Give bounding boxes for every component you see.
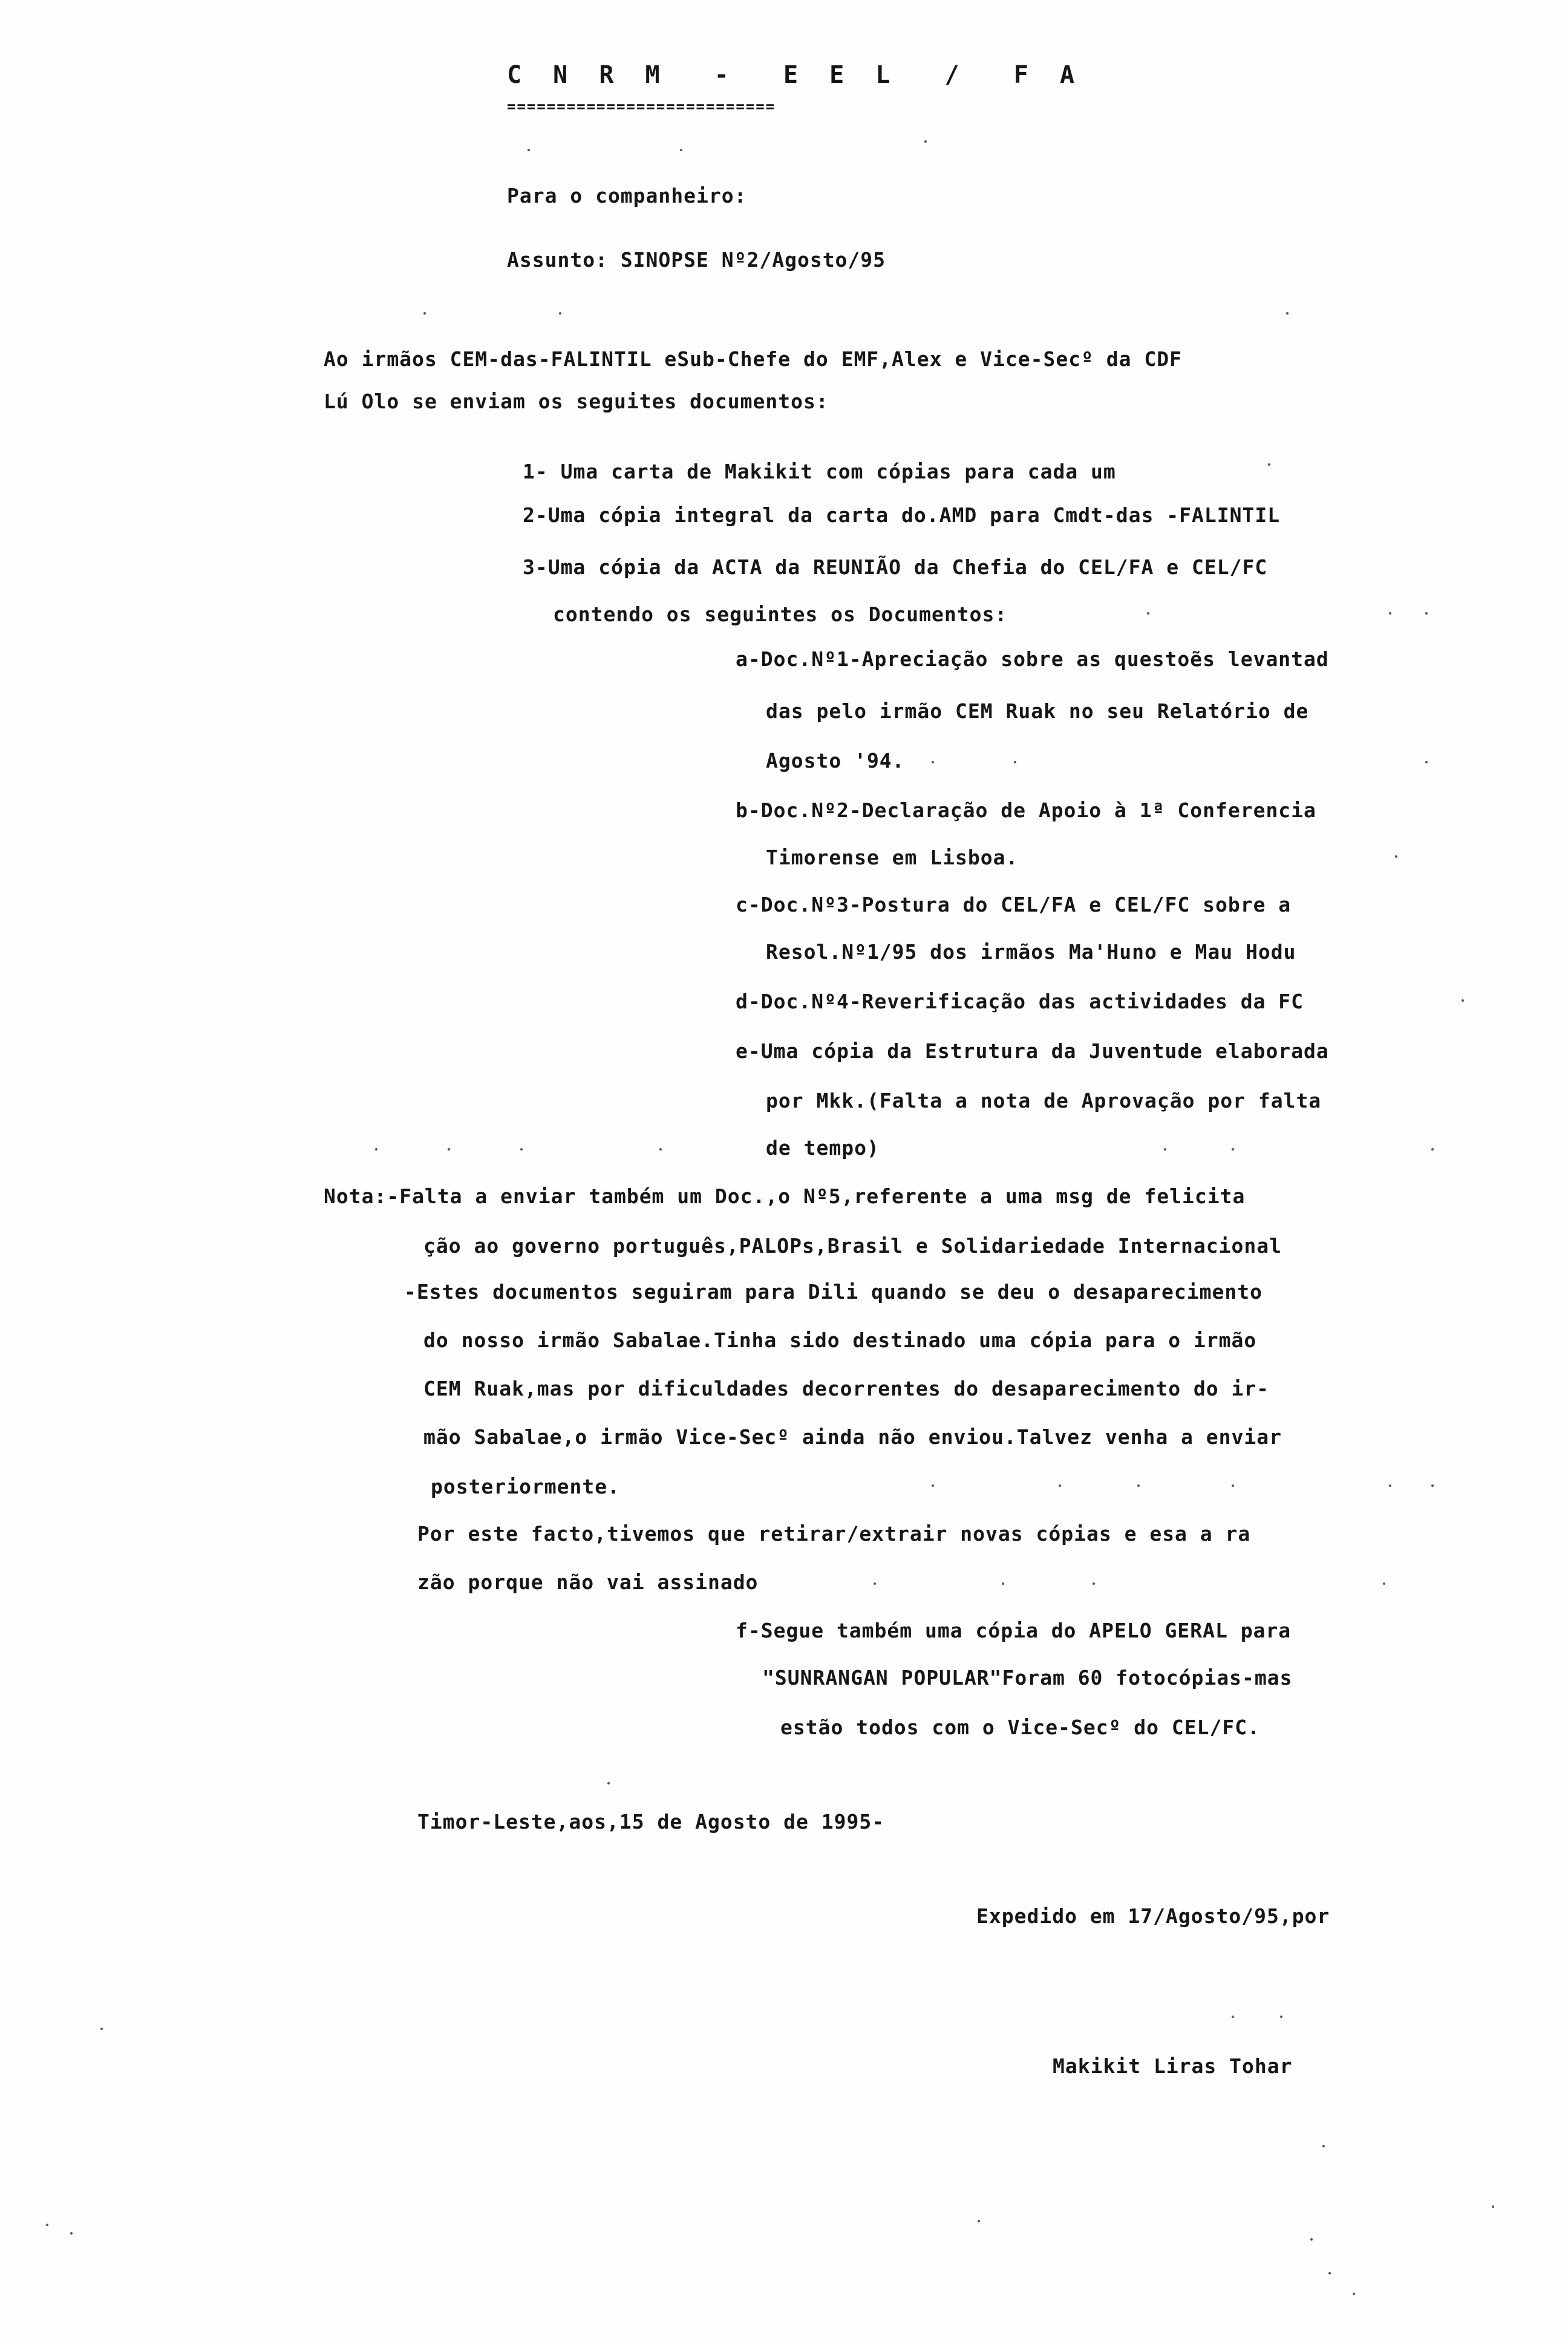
scan-speck: [680, 149, 682, 151]
list-item-1: 1- Uma carta de Makikit com cópias para cada um: [523, 460, 1116, 483]
scan-speck: [1232, 1148, 1234, 1151]
scan-speck: [528, 149, 530, 151]
scan-speck: [1014, 761, 1016, 763]
item-f-line-2: "SUNRANGAN POPULAR"Foram 60 fotocópias-mas: [762, 1666, 1293, 1690]
subitem-a-line-3: Agosto '94.: [766, 749, 905, 772]
scan-speck: [924, 140, 927, 143]
scan-speck: [1462, 999, 1464, 1002]
subject-line: Assunto: SINOPSE Nº2/Agosto/95: [507, 248, 886, 272]
scan-speck: [932, 761, 934, 763]
subitem-e-line-3: de tempo): [766, 1136, 880, 1160]
nota-line-9: zão porque não vai assinado: [417, 1570, 759, 1594]
scan-speck: [1395, 855, 1397, 858]
nota-line-4: do nosso irmão Sabalae.Tinha sido destinado uma cópia para o irmão: [423, 1328, 1257, 1352]
nota-line-2: ção ao governo português,PALOPs,Brasil e Solidariedade Internacional: [423, 1234, 1282, 1258]
list-item-3-line-2: contendo os seguintes os Documentos:: [553, 602, 1008, 626]
subitem-e-line-1: e-Uma cópia da Estrutura da Juventude elaborada: [736, 1039, 1329, 1063]
scan-speck: [1389, 612, 1391, 615]
scan-speck: [1280, 2016, 1282, 2018]
scan-speck: [1383, 1582, 1385, 1585]
scan-speck: [1353, 2293, 1355, 2295]
scan-speck: [559, 312, 561, 315]
scan-speck: [1328, 2272, 1331, 2274]
scan-speck: [1431, 1484, 1434, 1487]
scan-speck: [607, 1782, 610, 1784]
scan-speck: [1322, 2145, 1325, 2147]
scan-speck: [1431, 1148, 1434, 1151]
scan-speck: [1137, 1484, 1140, 1487]
scan-speck: [1425, 612, 1428, 615]
scan-speck: [70, 2232, 73, 2235]
scan-speck: [1059, 1484, 1061, 1487]
scan-speck: [659, 1148, 662, 1151]
subitem-d-line-1: d-Doc.Nº4-Reverificação das actividades da FC: [736, 990, 1304, 1013]
dispatch-line: Expedido em 17/Agosto/95,por: [976, 1904, 1330, 1928]
nota-line-8: Por este facto,tivemos que retirar/extrair novas cópias e esa a ra: [417, 1522, 1251, 1546]
scan-speck: [448, 1148, 450, 1151]
scan-speck: [1389, 1484, 1391, 1487]
scan-speck: [1286, 312, 1289, 315]
nota-line-6: mão Sabalae,o irmão Vice-Secº ainda não enviou.Talvez venha a enviar: [423, 1425, 1282, 1449]
nota-line-7: posteriormente.: [431, 1475, 621, 1498]
scan-speck: [1232, 2016, 1234, 2018]
scan-speck: [1492, 2206, 1494, 2208]
scan-speck: [1268, 463, 1270, 466]
scan-speck: [932, 1484, 934, 1487]
intro-line-1: Ao irmãos CEM-das-FALINTIL eSub-Chefe do EMF,Alex e Vice-Secº da CDF: [324, 347, 1183, 371]
nota-line-5: CEM Ruak,mas por dificuldades decorrentes do desaparecimento do ir-: [423, 1377, 1270, 1400]
scan-speck: [1425, 761, 1428, 763]
signature-name: Makikit Liras Tohar: [1053, 2054, 1293, 2078]
list-item-3-line-1: 3-Uma cópia da ACTA da REUNIÃO da Chefia do CEL/FA e CEL/FC: [523, 555, 1268, 579]
subitem-e-line-2: por Mkk.(Falta a nota de Aprovação por falta: [766, 1089, 1322, 1112]
scan-speck: [520, 1148, 523, 1151]
scan-speck: [1002, 1582, 1004, 1585]
subitem-c-line-2: Resol.Nº1/95 dos irmãos Ma'Huno e Mau Hodu: [766, 940, 1296, 964]
intro-line-2: Lú Olo se enviam os seguites documentos:: [324, 390, 829, 413]
header-underline: ===========================: [507, 98, 776, 115]
scan-speck: [100, 2028, 103, 2030]
subitem-a-line-1: a-Doc.Nº1-Apreciação sobre as questoẽs levantad: [736, 647, 1329, 671]
scan-speck: [1310, 2238, 1313, 2241]
scan-speck: [1093, 1582, 1095, 1585]
scan-speck: [978, 2220, 980, 2222]
scan-speck: [1147, 612, 1149, 615]
subitem-a-line-2: das pelo irmão CEM Ruak no seu Relatório de: [766, 699, 1309, 723]
list-item-2: 2-Uma cópia integral da carta do.AMD para Cmdt-das -FALINTIL: [523, 503, 1281, 527]
nota-line-1: Nota:-Falta a enviar também um Doc.,o Nº5,referente a uma msg de felicita: [324, 1184, 1246, 1208]
subitem-c-line-1: c-Doc.Nº3-Postura do CEL/FA e CEL/FC sobre a: [736, 893, 1292, 916]
scan-speck: [874, 1582, 876, 1585]
scan-speck: [1164, 1148, 1166, 1151]
subitem-b-line-2: Timorense em Lisboa.: [766, 846, 1019, 869]
org-header: C N R M - E E L / F A: [507, 61, 1083, 89]
nota-line-3: -Estes documentos seguiram para Dili quando se deu o desaparecimento: [404, 1280, 1263, 1304]
subitem-b-line-1: b-Doc.Nº2-Declaração de Apoio à 1ª Conferencia: [736, 798, 1316, 822]
scan-speck: [1232, 1484, 1234, 1487]
recipient-line: Para o companheiro:: [507, 184, 747, 207]
scan-speck: [46, 2224, 48, 2226]
item-f-line-1: f-Segue também uma cópia do APELO GERAL para: [736, 1619, 1292, 1642]
scan-speck: [375, 1148, 377, 1151]
scan-speck: [423, 312, 426, 315]
item-f-line-3: estão todos com o Vice-Secº do CEL/FC.: [780, 1716, 1260, 1739]
place-date: Timor-Leste,aos,15 de Agosto de 1995-: [417, 1810, 885, 1833]
